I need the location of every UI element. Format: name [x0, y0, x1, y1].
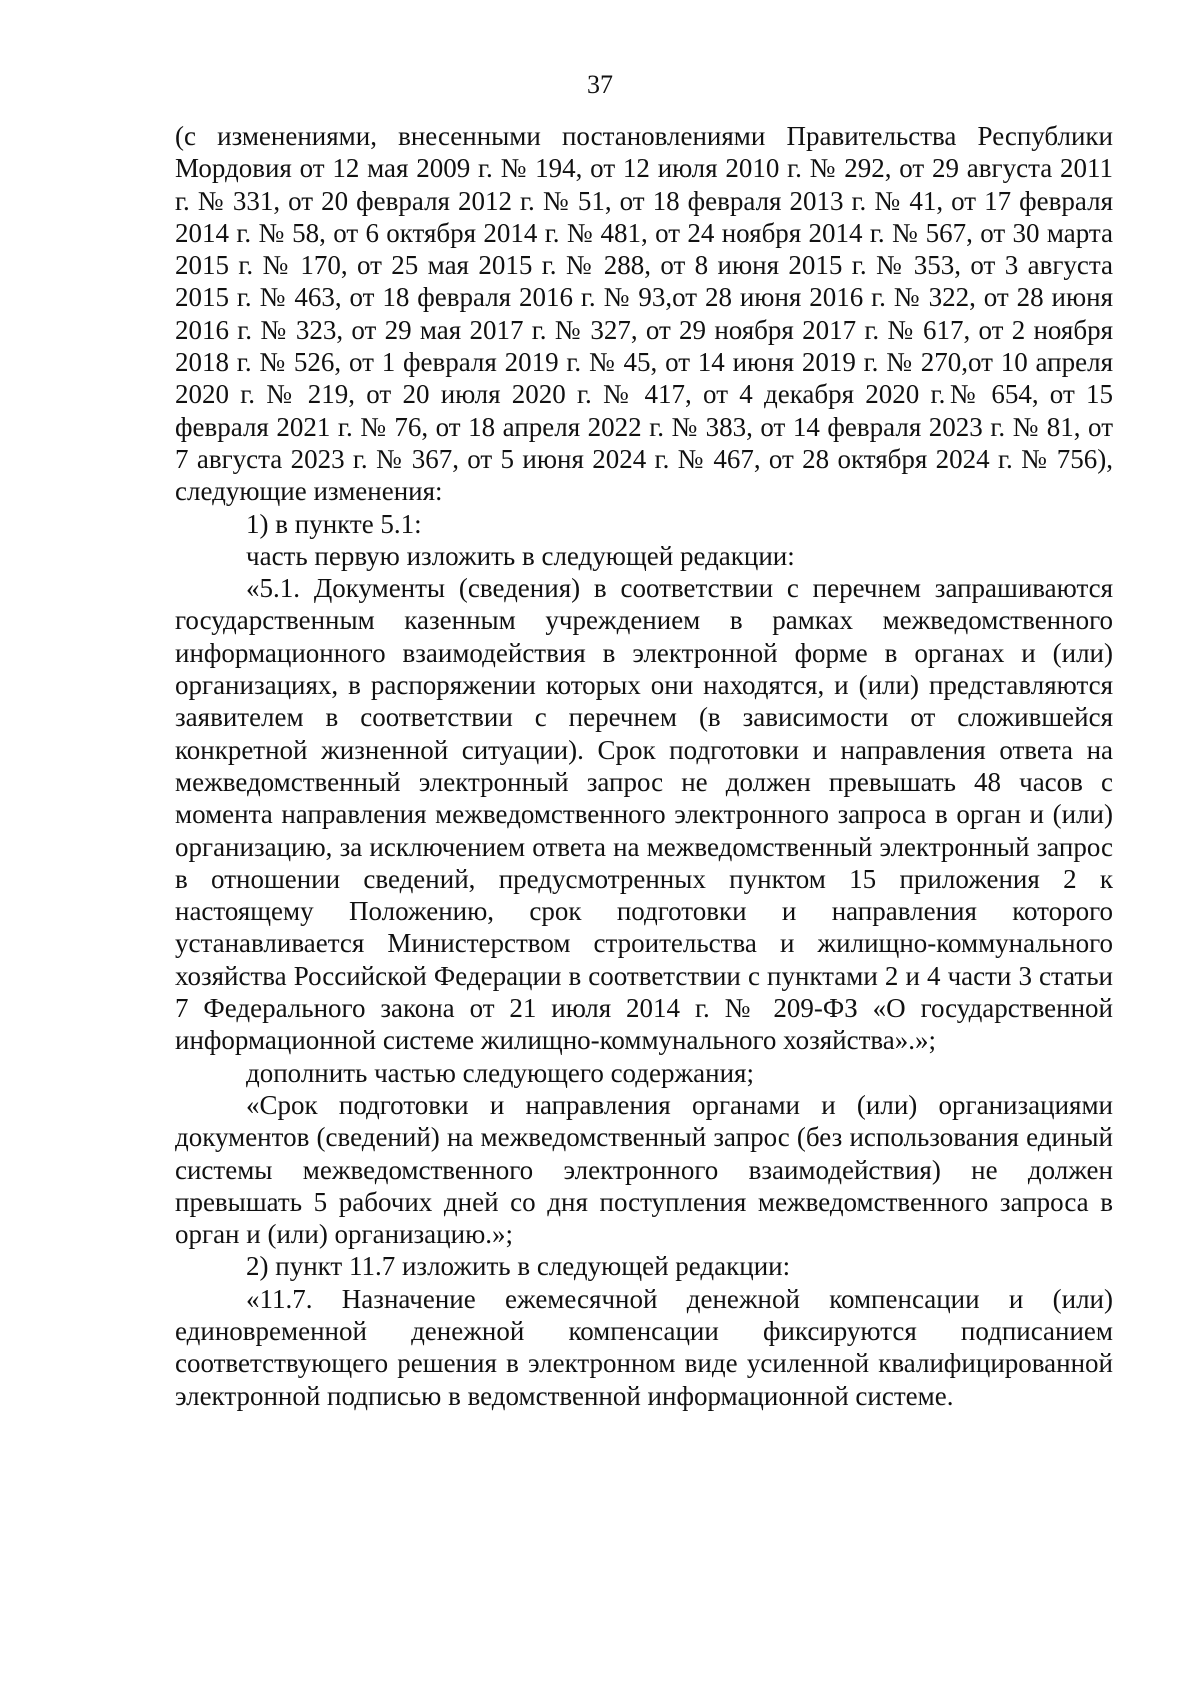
paragraph-item-1: 1) в пункте 5.1: — [246, 508, 422, 539]
page-number: 37 — [587, 70, 613, 99]
paragraph-new-part-text: «Срок подготовки и направления органами и (или) организациями документов (сведений) на межведомственный запрос (без использования единый системы межведомственного электронного взаимодействия) не должен превышать 5 рабочих дней со дня поступления межведомственного запроса в орган и (или) организацию.»; — [175, 1089, 1113, 1250]
paragraph-item-2: 2) пункт 11.7 изложить в следующей редакции: — [246, 1251, 791, 1282]
document-body — [175, 120, 1113, 1412]
paragraph-clause-11-7: «11.7. Назначение ежемесячной денежной компенсации и (или) единовременной денежной компенсации фиксируются подписанием соответствующего решения в электронном виде усиленной квалифицированной электронной подписью в ведомственной информационной системе. — [175, 1283, 1113, 1411]
paragraph-add-part-instruction: дополнить частью следующего содержания; — [246, 1057, 754, 1088]
paragraph-amendments-list: (с изменениями, внесенными постановлениями Правительства Республики Мордовия от 12 мая 2009 г. № 194, от 12 июля 2010 г. № 292, от 29 августа 2011 г. № 331, от 20 февраля 2012 г. № 51, от 18 февраля 2013 г. № 41, от 17 февраля 2014 г. № 58, от 6 октября 2014 г. № 481, от 24 ноября 2014 г. № 567, от 30 марта 2015 г. № 170, от 25 мая 2015 г. № 288, от 8 июня 2015 г. № 353, от 3 августа 2015 г. № 463, от 18 февраля 2016 г. № 93,от 28 июня 2016 г. № 322, от 28 июня 2016 г. № 323, от 29 мая 2017 г. № 327, от 29 ноября 2017 г. № 617, от 2 ноября 2018 г. № 526, от 1 февраля 2019 г. № 45, от 14 июня 2019 г. № 270,от 10 апреля 2020 г. № 219, от 20 июля 2020 г. № 417, от 4 декабря 2020 г.№ 654, от 15 февраля 2021 г. № 76, от 18 апреля 2022 г. № 383, от 14 февраля 2023 г. № 81, от 7 августа 2023 г. № 367, от 5 июня 2024 г. № 467, от 28 октября 2024 г. № 756), следующие изменения: — [175, 121, 1113, 507]
paragraph-part-one-instruction: часть первую изложить в следующей редакции: — [246, 540, 795, 571]
paragraph-clause-5-1: «5.1. Документы (сведения) в соответствии с перечнем запрашиваются государственным казенным учреждением в рамках межведомственного информационного взаимодействия в электронной форме в органах и (или) организациях, в распоряжении которых они находятся, и (или) представляются заявителем в соответствии с перечнем (в зависимости от сложившейся конкретной жизненной ситуации). Срок подготовки и направления ответа на межведомственный электронный запрос не должен превышать 48 часов с момента направления межведомственного электронного запроса в орган и (или) организацию, за исключением ответа на межведомственный электронный запрос в отношении сведений, предусмотренных пунктом 15 приложения 2 к настоящему Положению, срок подготовки и направления которого устанавливается Министерством строительства и жилищно-коммунального хозяйства Российской Федерации в соответствии с пунктами 2 и 4 части 3 статьи 7 Федерального закона от 21 июля 2014 г. № 209-ФЗ «О государственной информационной системе жилищно-коммунального хозяйства».»; — [175, 573, 1113, 1056]
